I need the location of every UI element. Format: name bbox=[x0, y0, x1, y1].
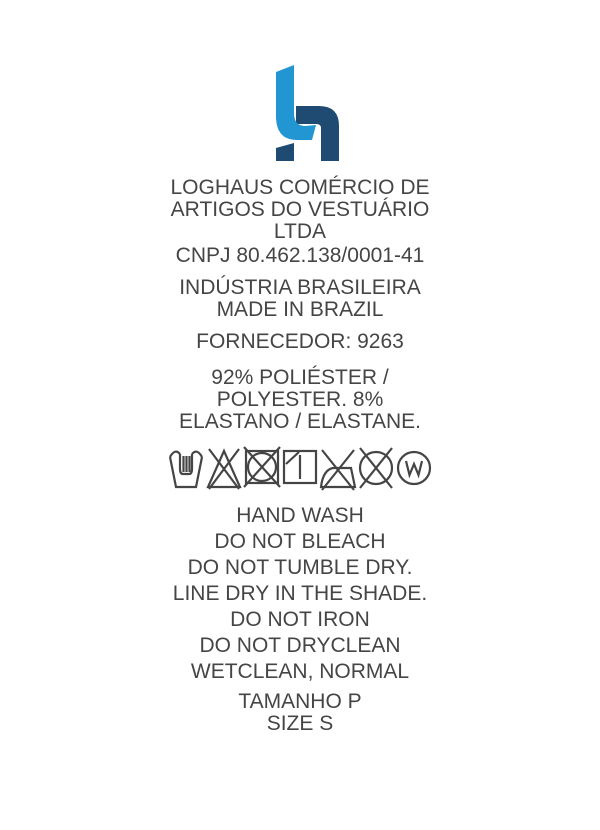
logo-blue-stroke bbox=[276, 65, 316, 140]
origin-line: MADE IN BRAZIL bbox=[216, 298, 384, 321]
do-not-dryclean-icon bbox=[357, 443, 395, 493]
company-name-line: ARTIGOS DO VESTUÁRIO bbox=[170, 198, 430, 221]
care-instruction-line: WETCLEAN, NORMAL bbox=[190, 660, 410, 683]
hand-wash-icon bbox=[167, 443, 205, 493]
supplier-line: FORNECEDOR: 9263 bbox=[196, 330, 404, 353]
do-not-iron-icon bbox=[319, 443, 357, 493]
care-instruction-line: DO NOT DRYCLEAN bbox=[199, 634, 401, 657]
size-line: SIZE S bbox=[266, 712, 334, 735]
care-instruction-line: HAND WASH bbox=[236, 504, 364, 527]
line-dry-in-shade-icon bbox=[281, 443, 319, 493]
origin-info bbox=[179, 277, 421, 321]
logo-navy-stub bbox=[276, 143, 294, 161]
size-line: TAMANHO P bbox=[238, 690, 362, 713]
composition-line: 92% POLIÉSTER / bbox=[211, 366, 389, 389]
care-instruction-line: DO NOT IRON bbox=[230, 608, 370, 631]
care-instructions bbox=[173, 503, 427, 685]
origin-line: INDÚSTRIA BRASILEIRA bbox=[179, 276, 421, 299]
company-name-line: LTDA bbox=[273, 220, 327, 243]
company-name bbox=[170, 177, 429, 243]
size-info bbox=[238, 691, 361, 735]
company-name-line: LOGHAUS COMÉRCIO DE bbox=[170, 176, 430, 199]
composition-line: ELASTANO / ELASTANE. bbox=[179, 410, 421, 433]
cnpj-number bbox=[176, 245, 425, 267]
do-not-tumble-dry-icon bbox=[243, 443, 281, 493]
care-instruction-line: DO NOT TUMBLE DRY. bbox=[187, 556, 413, 579]
cnpj-line: CNPJ 80.462.138/0001-41 bbox=[175, 244, 425, 267]
care-instruction-line: LINE DRY IN THE SHADE. bbox=[172, 582, 428, 605]
brand-logo bbox=[269, 64, 341, 162]
care-instruction-line: DO NOT BLEACH bbox=[214, 530, 386, 553]
composition-line: POLYESTER. 8% bbox=[216, 388, 384, 411]
loghaus-logo-icon bbox=[269, 64, 341, 162]
wetclean-normal-icon bbox=[395, 443, 433, 493]
fabric-composition bbox=[179, 367, 421, 433]
care-symbols-row bbox=[167, 443, 433, 493]
do-not-bleach-icon bbox=[205, 443, 243, 493]
supplier-info bbox=[196, 331, 404, 353]
